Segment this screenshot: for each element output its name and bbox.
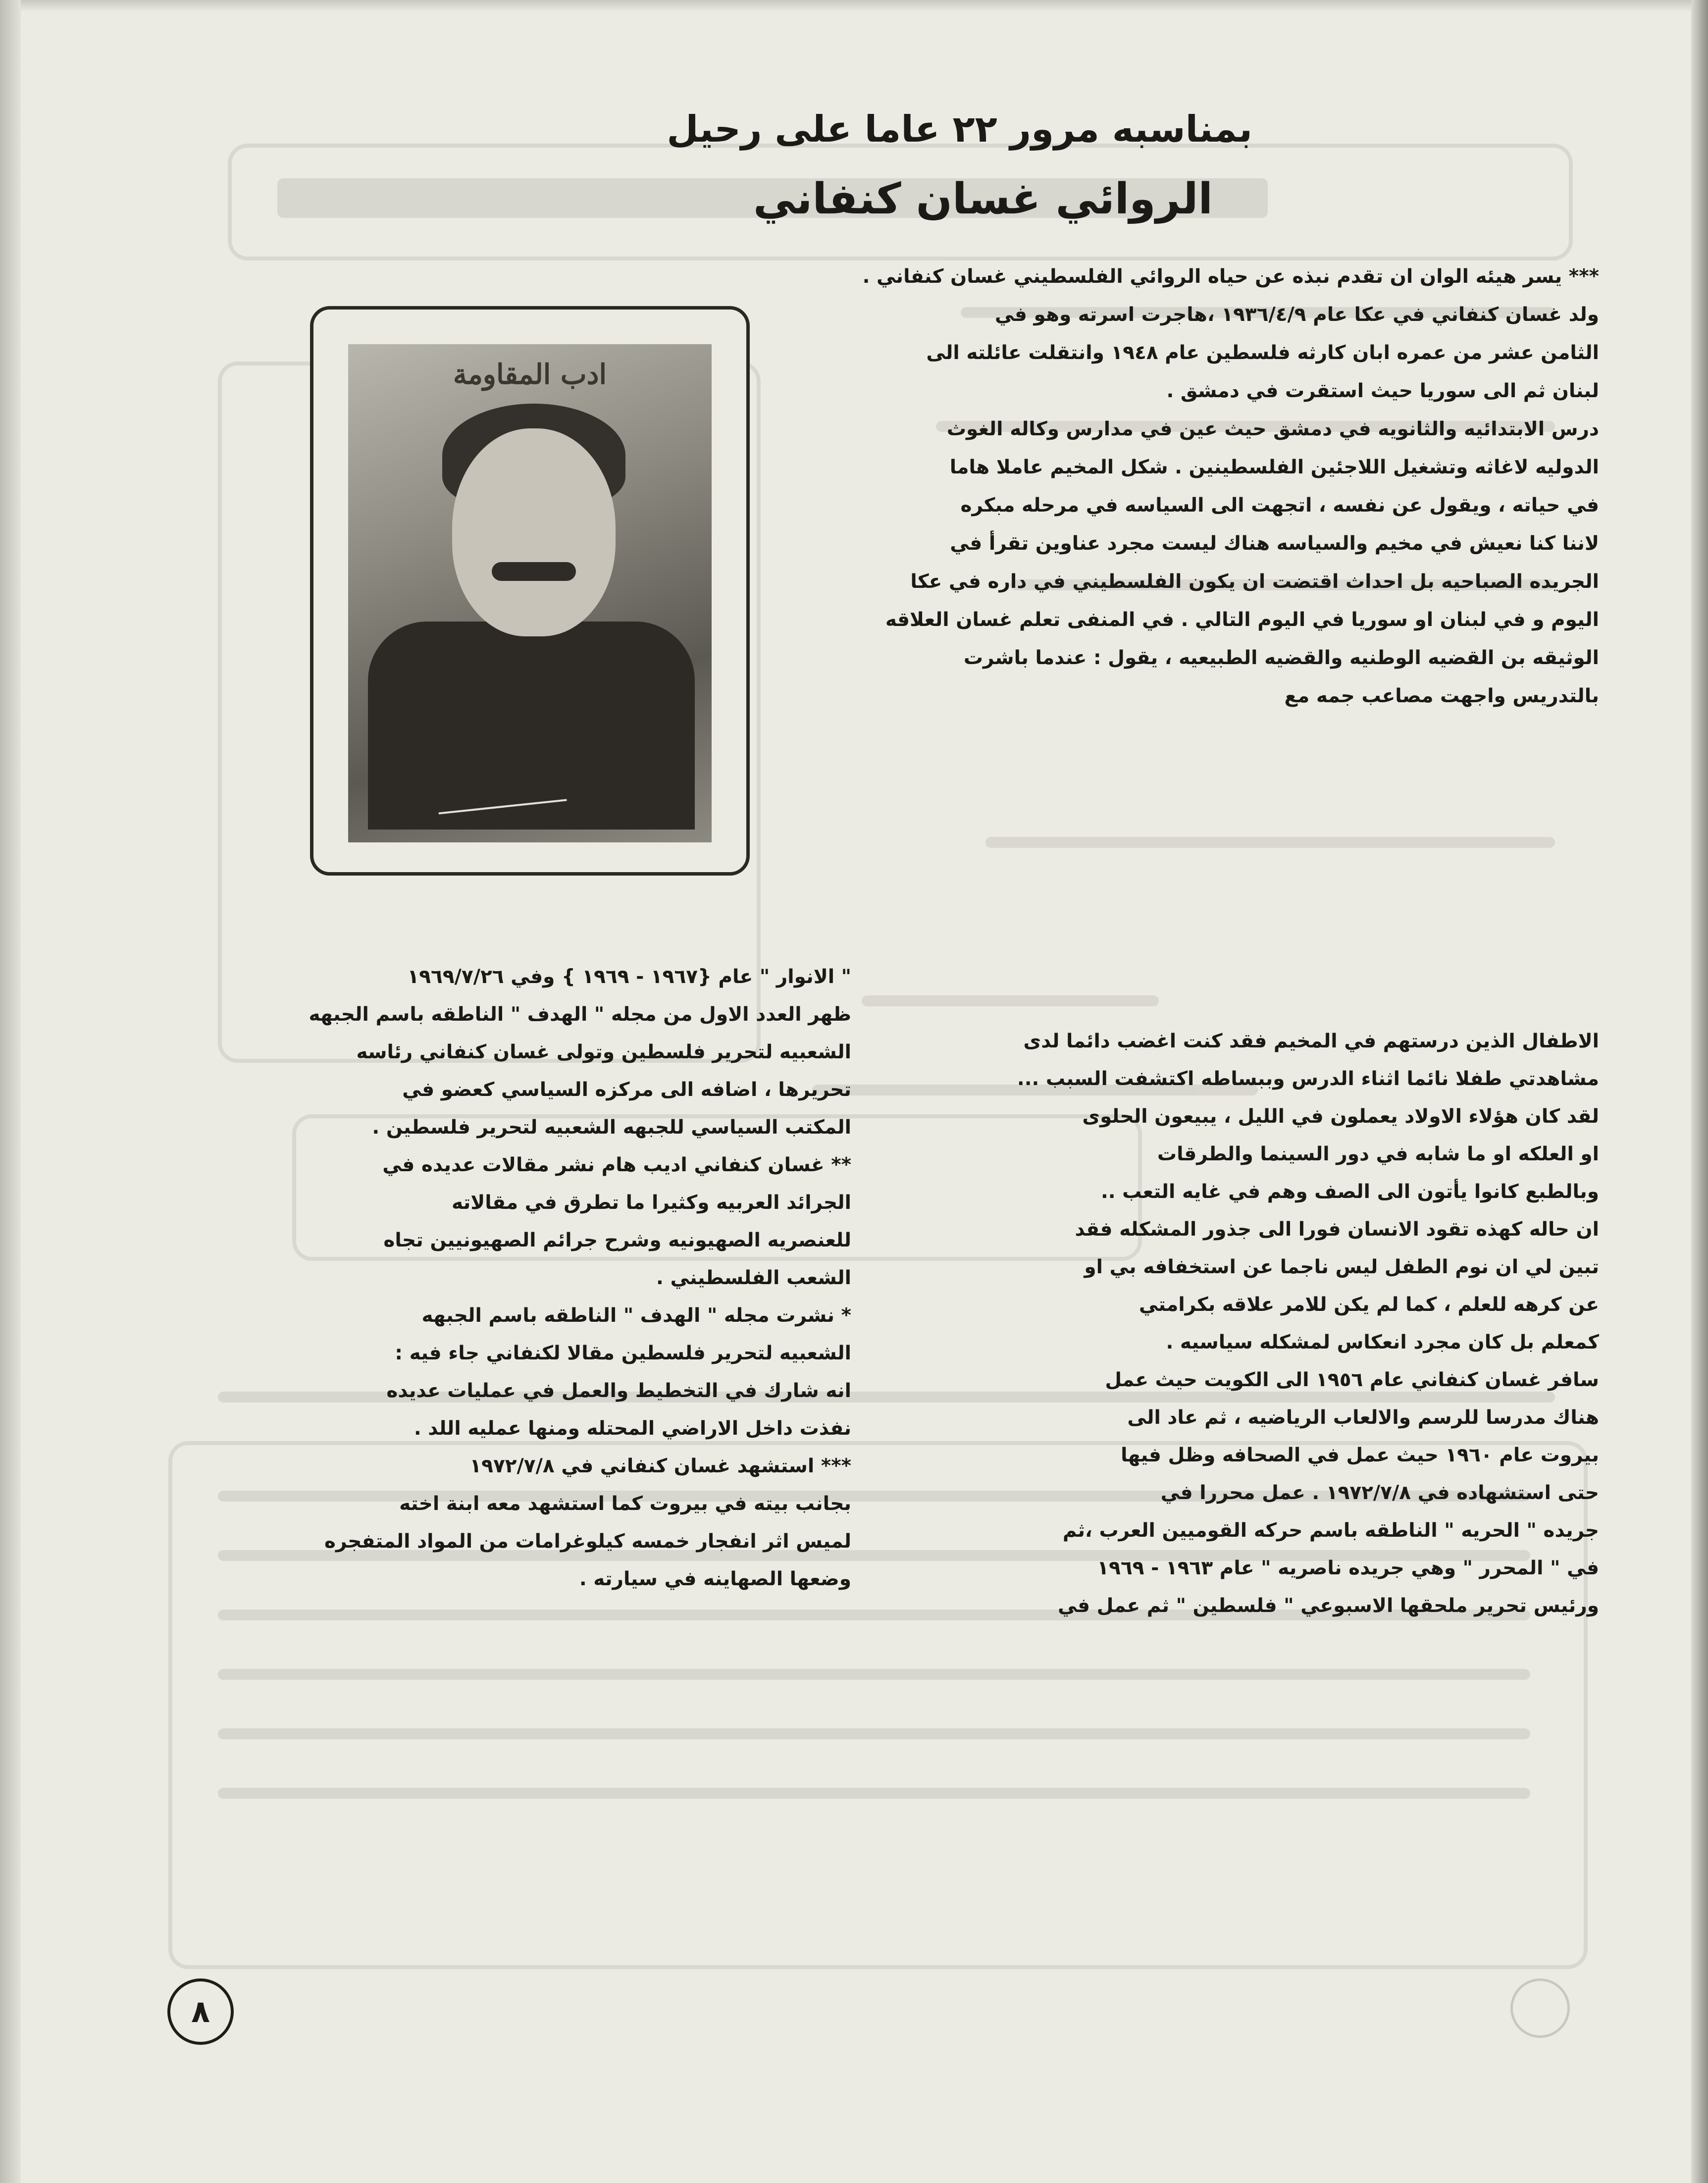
text-line: لاننا كنا نعيش في مخيم والسياسه هناك ليست مجرد عناوين تقرأ في	[950, 532, 1599, 555]
text-line: كمعلم بل كان مجرد انعكاس لمشكله سياسيه .	[1166, 1331, 1599, 1353]
intro-paragraph	[628, 258, 1599, 715]
text-line: او العلكه او ما شابه في دور السينما والطرقات	[1157, 1143, 1599, 1165]
text-line: ان حاله كهذه تقود الانسان فورا الى جذور المشكله فقد	[1075, 1218, 1599, 1241]
text-line: وبالطبع كانوا يأتون الى الصف وهم في غايه التعب ..	[1100, 1181, 1599, 1203]
text-line: وضعها الصهاينه في سيارته .	[579, 1568, 851, 1590]
text-line: نفذت داخل الاراضي المحتله ومنها عمليه اللد .	[414, 1417, 851, 1440]
text-line: الشعب الفلسطيني .	[656, 1267, 851, 1289]
text-line: درس الابتدائيه والثانويه في دمشق حيث عين في مدارس وكاله الغوث	[946, 418, 1599, 440]
text-line: للعنصريه الصهيونيه وشرح جرائم الصهيونيين تجاه	[383, 1229, 851, 1251]
book-cover-title: ادب المقاومة	[453, 358, 607, 391]
portrait-face	[452, 428, 616, 636]
left-column	[212, 958, 851, 1598]
text-line: في " المحرر " وهي جريده ناصريه " عام ١٩٦٣ - ١٩٦٩	[1097, 1557, 1599, 1579]
text-line: بجانب بيته في بيروت كما استشهد معه ابنة اخته	[399, 1493, 851, 1515]
text-line: المكتب السياسي للجبهه الشعبيه لتحرير فلسطين .	[372, 1116, 851, 1139]
text-line: الشعبيه لتحرير فلسطين مقالا لكنفاني جاء فيه :	[395, 1342, 851, 1364]
text-line: *** يسر هيئه الوان ان تقدم نبذه عن حياه الروائي الفلسطيني غسان كنفاني .	[862, 265, 1599, 288]
text-line: الدوليه لاغاثه وتشغيل اللاجئين الفلسطينين . شكل المخيم عاملا هاما	[949, 456, 1599, 478]
text-line: بيروت عام ١٩٦٠ حيث عمل في الصحافه وظل فيها	[1121, 1444, 1599, 1466]
text-line: الجرائد العربيه وكثيرا ما تطرق في مقالاته	[451, 1192, 851, 1214]
text-line: بالتدريس واجهت مصاعب جمه مع	[1284, 685, 1599, 707]
text-line: تحريرها ، اضافه الى مركزه السياسي كعضو في	[402, 1079, 851, 1101]
text-line: لبنان ثم الى سوريا حيث استقرت في دمشق .	[1166, 380, 1599, 402]
text-line: عن كرهه للعلم ، كما لم يكن للامر علاقه بكرامتي	[1139, 1294, 1599, 1316]
text-line: مشاهدتي طفلا نائما اثناء الدرس وببساطه اكتشفت السبب ...	[1017, 1068, 1599, 1090]
text-line: انه شارك في التخطيط والعمل في عمليات عديده	[386, 1380, 851, 1402]
text-line: *** استشهد غسان كنفاني في ١٩٧٢/٧/٨	[469, 1455, 851, 1477]
page-top-edge	[0, 0, 1708, 12]
text-line: لميس اثر انفجار خمسه كيلوغرامات من المواد المتفجره	[324, 1530, 851, 1553]
text-line: سافر غسان كنفاني عام ١٩٥٦ الى الكويت حيث عمل	[1105, 1369, 1599, 1391]
bleed-through-page-number	[1510, 1978, 1570, 2038]
text-line: ظهر العدد الاول من مجله " الهدف " الناطقه باسم الجبهه	[309, 1003, 851, 1026]
text-line: " الانوار " عام {١٩٦٧ - ١٩٦٩ } وفي ١٩٦٩/٧/٢٦	[407, 966, 851, 988]
article-title-line-2: الروائي غسان كنفاني	[753, 174, 1213, 224]
portrait-moustache	[492, 562, 576, 581]
text-line: لقد كان هؤلاء الاولاد يعملون في الليل ، يبيعون الحلوى	[1082, 1105, 1599, 1128]
text-line: تبين لي ان نوم الطفل ليس ناجما عن استخفافه بي او	[1084, 1256, 1599, 1278]
article-title-line-1: بمناسبه مرور ٢٢ عاما على رحيل	[667, 108, 1252, 151]
text-line: جريده " الحريه " الناطقه باسم حركه القوميين العرب ،ثم	[1062, 1519, 1599, 1542]
page-right-edge	[1691, 0, 1708, 2183]
text-line: اليوم و في لبنان او سوريا في اليوم التالي . في المنفى تعلم غسان العلاقه	[885, 609, 1599, 631]
right-column	[827, 1023, 1599, 1625]
text-line: الاطفال الذين درستهم في المخيم فقد كنت اغضب دائما لدى	[1023, 1030, 1599, 1052]
page-left-edge	[0, 0, 21, 2183]
text-line: الوثيقه بن القضيه الوطنيه والقضيه الطبيعيه ، يقول : عندما باشرت	[963, 647, 1599, 669]
text-line: الثامن عشر من عمره ابان كارثه فلسطين عام ١٩٤٨ وانتقلت عائلته الى	[926, 342, 1599, 364]
text-line: الجريده الصباحيه بل احداث اقتضت ان يكون الفلسطيني في داره في عكا	[910, 571, 1599, 593]
text-line: هناك مدرسا للرسم والالعاب الرياضيه ، ثم عاد الى	[1127, 1406, 1599, 1429]
text-line: ورئيس تحرير ملحقها الاسبوعي " فلسطين " ثم عمل في	[1058, 1595, 1599, 1617]
text-line: ** غسان كنفاني اديب هام نشر مقالات عديده في	[382, 1154, 851, 1176]
text-line: حتى استشهاده في ١٩٧٢/٧/٨ . عمل محررا في	[1160, 1482, 1599, 1504]
text-line: في حياته ، ويقول عن نفسه ، اتجهت الى السياسه في مرحله مبكره	[960, 494, 1599, 517]
page-number: ٨	[167, 1978, 234, 2045]
text-line: * نشرت مجله " الهدف " الناطقه باسم الجبهه	[421, 1304, 851, 1327]
text-line: الشعبيه لتحرير فلسطين وتولى غسان كنفاني رئاسه	[356, 1041, 851, 1063]
text-line: ولد غسان كنفاني في عكا عام ١٩٣٦/٤/٩ ،هاجرت اسرته وهو في	[994, 304, 1599, 326]
